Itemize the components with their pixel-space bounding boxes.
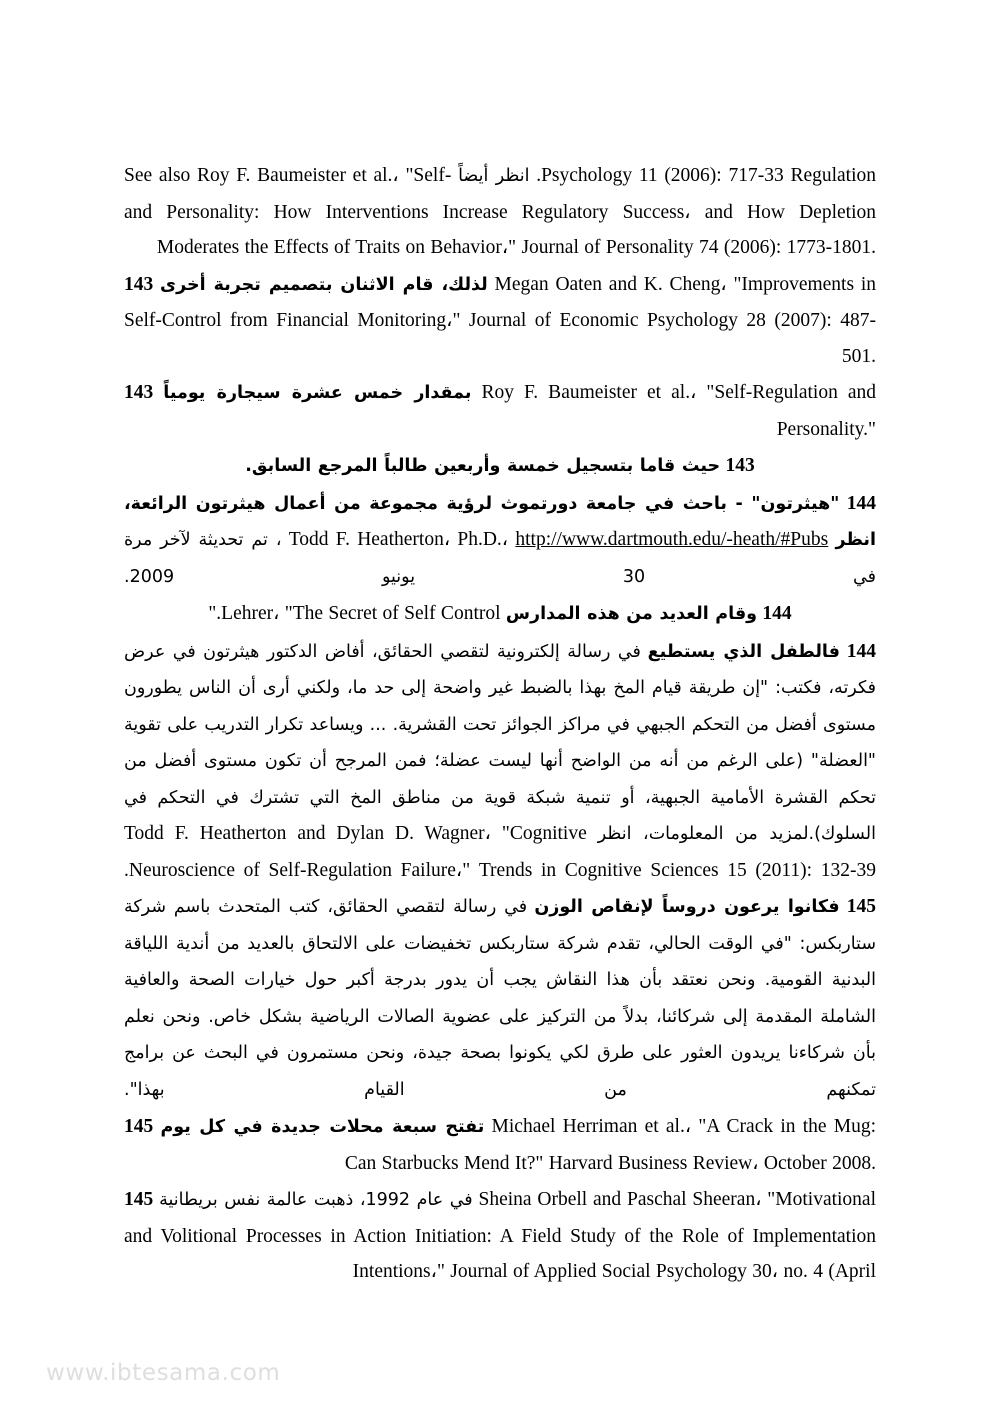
citation-latin: Lehrer، "The Secret of Self Control." xyxy=(208,603,501,624)
citation-latin: Regulation and Personality: How Interventions Increase Regulatory Success، and How Depletion Moderates the Effects of Traits on Behavior،" Journal of Personality 74 (2006): 1773-1801. xyxy=(124,165,877,258)
access-date-arabic: ، تم تحديثة لآخر مرة في 30 يونيو 2009. xyxy=(124,530,876,587)
citation-latin: Megan Oaten and K. Cheng، "Improvements in Self-Control from Financial Monitoring،" Journal of Economic Psychology 28 (2007): 487-501. xyxy=(124,273,877,367)
endnote-lead-arabic: وقام العديد من هذه المدارس xyxy=(505,604,758,624)
endnotes-column xyxy=(124,158,876,1291)
inline-arabic-phrase: انظر أيضاً xyxy=(458,166,530,186)
citation-latin: Sheina Orbell and Paschal Sheeran، "Motivational and Volitional Processes in Action Initiation: A Field Study of the Role of Implementation Intentions،" Journal of Applied Social Psychology 30، no. 4 (April xyxy=(124,1189,877,1282)
endnote-lead-arabic: في عام 1992، ذهبت عالمة نفس بريطانية xyxy=(159,1190,473,1210)
endnote-number: 145 xyxy=(124,1189,154,1210)
endnote-lead-arabic: فالطفل الذي يستطيع xyxy=(647,641,840,662)
citation-latin: Roy F. Baumeister et al.، "Self-Regulation and Personality." xyxy=(481,382,877,440)
endnote-number: 145 xyxy=(124,1116,154,1137)
citation-url[interactable]: http://www.dartmouth.edu/-heath/#Pubs xyxy=(515,529,829,550)
endnote-lead-arabic: بمقدار خمس عشرة سيجارة يومياً xyxy=(163,383,472,403)
endnote-entry xyxy=(124,889,876,1108)
endnote-number: 144 xyxy=(762,603,792,624)
citation-latin: See also Roy F. Baumeister et al.، "Self- xyxy=(124,165,452,186)
site-watermark: www.ibtesama.com xyxy=(46,1360,281,1386)
endnote-entry xyxy=(124,158,876,266)
endnote-entry xyxy=(124,634,876,889)
endnote-entry xyxy=(124,375,876,447)
endnote-lead-arabic: تفتح سبعة محلات جديدة في كل يوم xyxy=(160,1117,485,1137)
endnote-body-arabic: في رسالة لتقصي الحقائق، كتب المتحدث باسم شركة ستاربكس: "في الوقت الحالي، تقدم شركة ستاربكس تخفيضات على الالتحاق بالعديد من أندية اللياقة البدنية القومية. ونحن نعتقد بأن هذا النقاش يجب أن يدور بدرجة أكبر حول خيارات الصحة والعافية الشاملة المقدمة إلى شركائنا، بدلاً من التركيز على عضوية الصالات الرياضية بشكل خاص. ونحن نعلم بأن شركاءنا يريدون العثور على طرق لكي يكونوا بصحة جيدة، ونحن مستمرون في البحث عن برامج تمكنهم من القيام بهذا". xyxy=(124,897,876,1100)
endnote-entry xyxy=(124,267,876,375)
endnote-entry xyxy=(124,1109,876,1181)
endnote-lead-arabic: "هيثرتون" - باحث في جامعة دورتموث لرؤية مجموعة من أعمال هيثرتون الرائعة، انظر xyxy=(124,493,877,550)
endnote-number: 143 xyxy=(124,273,154,295)
citation-latin: Todd F. Heatherton، Ph.D.، xyxy=(288,529,509,550)
citation-latin: .Psychology 11 (2006): 717-33 xyxy=(536,165,784,186)
endnote-entry xyxy=(124,1182,876,1290)
endnote-number: 145 xyxy=(846,896,876,917)
citation-latin: Michael Herriman et al.، "A Crack in the Mug: Can Starbucks Mend It?" Harvard Business Review، October 2008. xyxy=(344,1116,877,1174)
endnote-number: 144 xyxy=(846,640,876,662)
endnote-lead-arabic: فكانوا يرعون دروساً لإنقاص الوزن xyxy=(534,897,840,917)
endnote-body-arabic: في رسالة إلكترونية لتقصي الحقائق، أفاض الدكتور هيثرتون في عرض فكرته، فكتب: "إن طريقة قيام المخ بهذا بالضبط غير واضحة إلى حد ما، ولكني أرى أن الناس يطورون مستوى أفضل من التحكم الجبهي في مراكز الجوائز تحت القشرية. ... ويساعد تكرار التدريب على تقوية "العضلة" (على الرغم من أنه من الواضح أنها ليست عضلة؛ فمن المرجح أن تكون مستوى أفضل من تحكم القشرة الأمامية الجبهية، أو تنمية شبكة قوية من مناطق المخ التي تشترك في التحكم في السلوك).لمزيد من المعلومات، انظر xyxy=(124,641,876,844)
endnote-number: 144 xyxy=(846,492,876,514)
endnote-lead-arabic: حيث قاما بتسجيل خمسة وأربعين طالباً المرجع السابق. xyxy=(245,456,721,476)
endnote-lead-arabic: لذلك، قام الاثنان بتصميم تجربة أخرى xyxy=(160,274,488,295)
endnote-number: 143 xyxy=(725,455,755,476)
endnote-entry xyxy=(124,448,876,485)
endnote-number: 143 xyxy=(124,382,154,403)
endnote-entry xyxy=(124,486,876,596)
endnote-entry xyxy=(124,596,876,633)
citation-latin: Todd F. Heatherton and Dylan D. Wagner، "Cognitive Neuroscience of Self-Regulation Failure،" Trends in Cognitive Sciences 15 (2011): 132-39. xyxy=(124,823,876,881)
